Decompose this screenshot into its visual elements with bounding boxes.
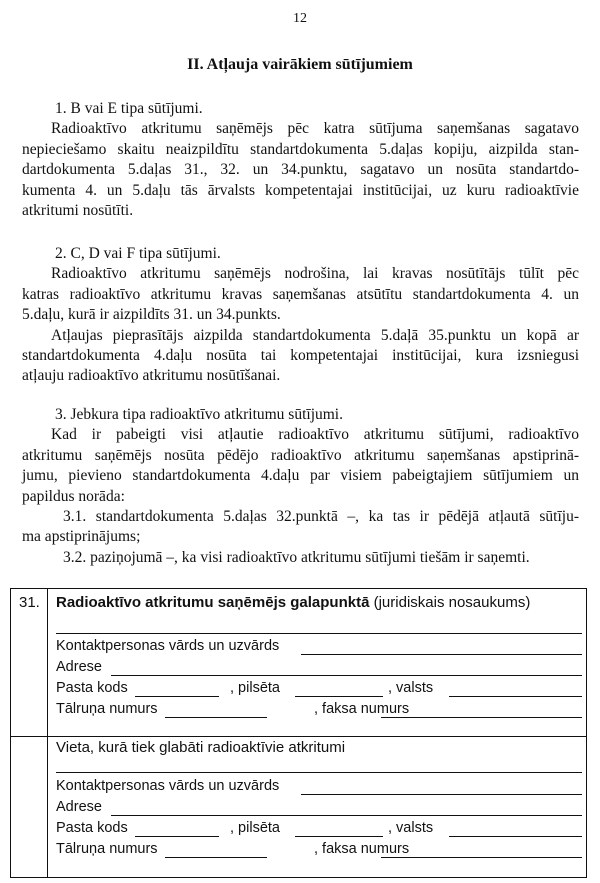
paragraph-line: dartdokumenta 5.daļas 31., 32. un 34.punktu, sagatavo un nosūta standartdo-: [22, 161, 579, 179]
section-1: [22, 99, 579, 221]
section-heading: 1. B vai E tipa sūtījumi.: [55, 100, 203, 117]
storage-field[interactable]: [56, 772, 582, 773]
paragraph-line: 3.1. standartdokumenta 5.daļas 32.punktā –, ka tas ir pēdējā atļautā sūtīju-: [63, 508, 579, 526]
recipient-title-note: (juridiskais nosaukums): [369, 594, 531, 611]
city-field-2[interactable]: [295, 836, 383, 837]
city-label: , pilsēta: [230, 680, 280, 696]
row-divider: [11, 736, 586, 737]
contact-label: Kontaktpersonas vārds un uzvārds: [56, 778, 280, 794]
paragraph-line: 5.daļu, kurā ir aizpildīts 31. un 34.punkts.: [22, 306, 281, 324]
postcode-label: Pasta kods: [56, 680, 128, 696]
contact-row: [56, 638, 582, 658]
paragraph-line: 3.2. paziņojumā –, ka visi radioaktīvo atkritumu sūtījumi tiešām ir saņemti.: [63, 548, 530, 566]
paragraph-line: atkritumi nosūtīti.: [22, 202, 134, 220]
address-label: Adrese: [56, 799, 102, 815]
country-field[interactable]: [449, 696, 582, 697]
paragraph-line: katras radioaktīvo atkritumu kravas saņemšanas atsūtītu standartdokumenta 4. un: [22, 285, 579, 303]
phone-label: Tālruņa numurs: [56, 701, 158, 717]
form-table-31: [10, 588, 587, 878]
storage-title: Vieta, kurā tiek glabāti radioaktīvie atkritumi: [56, 739, 346, 756]
row-number: 31.: [19, 594, 40, 611]
phone-row-2: [56, 841, 582, 861]
address-field[interactable]: [111, 675, 582, 676]
address-label: Adrese: [56, 659, 102, 675]
paragraph-line: atkritumu saņēmējs nosūta pēdējo radioaktīvo atkritumu saņemšanas apstiprinā-: [22, 446, 579, 464]
section-heading: 2. C, D vai F tipa sūtījumi.: [55, 245, 221, 262]
fax-field-2[interactable]: [381, 857, 582, 858]
section-3: [22, 405, 579, 568]
postcode-label: Pasta kods: [56, 820, 128, 836]
address-row: [56, 659, 582, 679]
recipient-title: [56, 594, 530, 611]
paragraph-line: Radioaktīvo atkritumu saņēmējs pēc katra sūtījuma saņemšanas sagatavo: [51, 120, 579, 138]
country-field-2[interactable]: [449, 836, 582, 837]
paragraph-line: Radioaktīvo atkritumu saņēmējs nodrošina, lai kravas nosūtītājs tūlīt pēc: [51, 265, 579, 283]
phone-field-2[interactable]: [165, 857, 267, 858]
paragraph-line: atļauju radioaktīvo atkritumu nosūtīšanai.: [22, 367, 281, 385]
page-number: 12: [293, 11, 307, 26]
address-field-2[interactable]: [111, 815, 582, 816]
country-label: , valsts: [388, 680, 434, 696]
paragraph-line: standartdokumenta 4.daļu nosūta tai kompetentajai institūcijai, kura izsniegusi: [22, 347, 579, 365]
phone-label: Tālruņa numurs: [56, 841, 158, 857]
section-title: II. Atļauja vairākiem sūtījumiem: [187, 56, 413, 73]
country-label: , valsts: [388, 820, 434, 836]
contact-row-2: [56, 778, 582, 798]
fax-label: , faksa numurs: [314, 841, 410, 857]
postcode-row-2: [56, 820, 582, 840]
city-field[interactable]: [295, 696, 383, 697]
paragraph-line: ma apstiprinājums;: [22, 528, 141, 546]
name-field[interactable]: [56, 633, 582, 634]
phone-field[interactable]: [165, 717, 267, 718]
phone-row: [56, 701, 582, 721]
section-heading: 3. Jebkura tipa radioaktīvo atkritumu sūtījumi.: [55, 406, 343, 423]
postcode-field[interactable]: [135, 696, 219, 697]
address-row-2: [56, 799, 582, 819]
paragraph-line: Atļaujas pieprasītājs aizpilda standartdokumenta 5.daļā 35.punktu un kopā ar: [51, 326, 579, 344]
city-label: , pilsēta: [230, 820, 280, 836]
postcode-row: [56, 680, 582, 700]
fax-label: , faksa numurs: [314, 701, 410, 717]
recipient-title-bold: Radioaktīvo atkritumu saņēmējs galapunktā: [56, 594, 370, 611]
contact-field[interactable]: [301, 654, 582, 655]
column-divider: [47, 589, 48, 877]
paragraph-line: Kad ir pabeigti visi atļautie radioaktīvo atkritumu sūtījumi, radioaktīvo: [51, 426, 579, 444]
contact-field-2[interactable]: [301, 794, 582, 795]
section-2: [22, 244, 579, 387]
paragraph-line: nepieciešamo skaitu neaizpildītu standartdokumenta 5.daļas kopiju, aizpilda stan-: [22, 140, 579, 158]
paragraph-line: papildus norāda:: [22, 487, 125, 505]
fax-field[interactable]: [381, 717, 582, 718]
contact-label: Kontaktpersonas vārds un uzvārds: [56, 638, 280, 654]
paragraph-line: jumu, pievieno standartdokumenta 4.daļu par visiem pabeigtajiem sūtījumiem un: [22, 467, 579, 485]
paragraph-line: kumenta 4. un 5.daļu tās ārvalsts kompetentajai institūcijai, uz kuru radioaktīvie: [22, 181, 579, 199]
postcode-field-2[interactable]: [135, 836, 219, 837]
